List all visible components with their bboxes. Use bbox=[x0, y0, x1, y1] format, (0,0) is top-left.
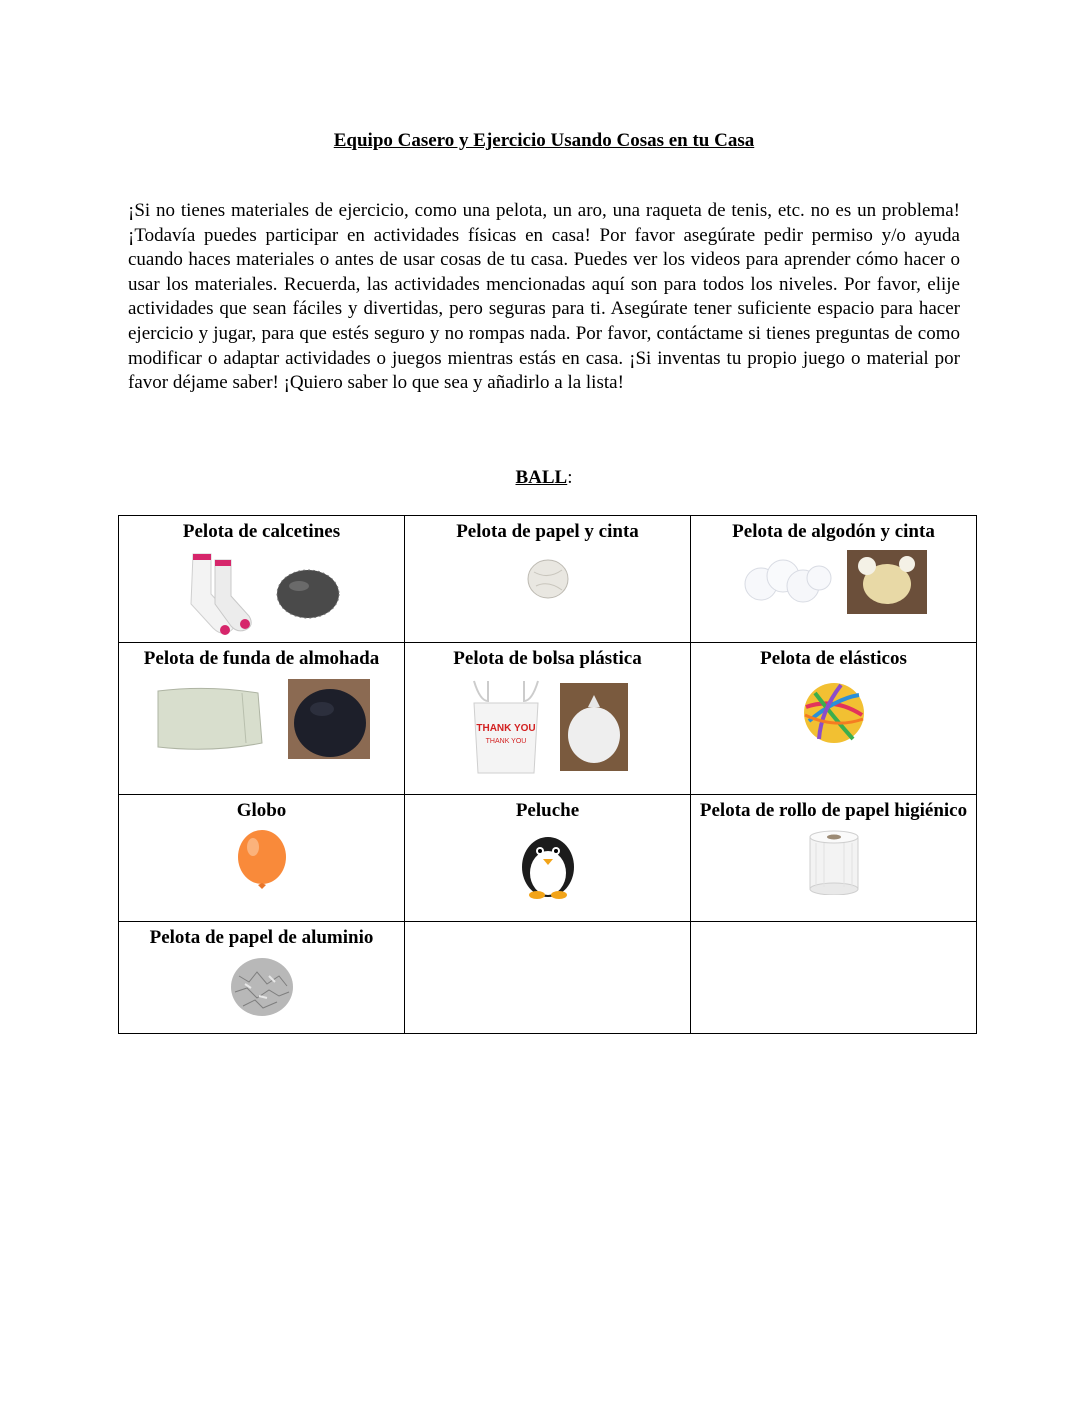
plastic-bag-ball-image bbox=[560, 683, 628, 771]
pillowcase-image bbox=[154, 685, 266, 753]
item-label: Pelota de algodón y cinta bbox=[732, 521, 935, 542]
page-title: Equipo Casero y Ejercicio Usando Cosas en tu Casa bbox=[333, 130, 755, 151]
svg-text:THANK YOU: THANK YOU bbox=[485, 738, 526, 745]
sock-ball-image bbox=[275, 566, 341, 622]
aluminum-foil-ball-image bbox=[229, 956, 295, 1018]
table-cell-foil-ball bbox=[119, 922, 405, 1034]
table-cell-cotton-tape-ball bbox=[691, 516, 977, 643]
table-cell-paper-tape-ball bbox=[405, 516, 691, 643]
table-cell-toilet-paper-ball bbox=[691, 795, 977, 922]
cotton-balls-image bbox=[741, 554, 833, 610]
section-heading: BALL: bbox=[515, 467, 573, 488]
balloon-image bbox=[235, 829, 289, 893]
item-label: Pelota de papel de aluminio bbox=[149, 927, 374, 948]
item-label: Pelota de elásticos bbox=[760, 648, 907, 669]
socks-image bbox=[183, 550, 255, 638]
item-label: Pelota de papel y cinta bbox=[456, 521, 639, 542]
item-label: Pelota de calcetines bbox=[182, 521, 341, 542]
intro-paragraph: ¡Si no tienes materiales de ejercicio, como una pelota, un aro, una raqueta de tenis, etc. no es un problema! ¡Todavía puedes participar en actividades físicas en casa! Por favor asegúrate pedir permiso y/o ayuda cuando haces materiales o antes de usar cosas de tu casa. Puedes ver los videos para aprender cómo hacer o usar los materiales. Recuerda, las actividades mencionadas aquí son para todos los niveles. Por favor, elije actividades que sean fáciles y divertidas, pero seguras para ti. Asegúrate tener suficiente espacio para hacer ejercicio y jugar, para que estés seguro y no rompas nada. Por favor, contáctame si tienes preguntas de como modificar o adaptar actividades o juegos mientras estás en casa. ¡Si inventas tu propio juego o material por favor déjame saber! ¡Quiero saber lo que sea y añadirlo a la lista! bbox=[128, 200, 960, 394]
item-label: Peluche bbox=[515, 800, 580, 821]
table-cell-empty bbox=[691, 922, 977, 1034]
rubber-band-ball-image bbox=[801, 681, 867, 745]
cotton-tape-ball-image bbox=[847, 550, 927, 614]
pillowcase-ball-image bbox=[288, 679, 370, 759]
table-cell-plastic-bag-ball bbox=[405, 643, 691, 795]
section-heading-text: BALL bbox=[515, 467, 568, 488]
item-label: Pelota de funda de almohada bbox=[143, 648, 380, 669]
table-cell-empty bbox=[405, 922, 691, 1034]
plastic-bag-image bbox=[468, 677, 544, 777]
table-cell-balloon bbox=[119, 795, 405, 922]
item-label: Pelota de rollo de papel higiénico bbox=[699, 800, 968, 821]
svg-text:THANK YOU: THANK YOU bbox=[475, 723, 536, 734]
table-cell-pillowcase-ball bbox=[119, 643, 405, 795]
item-label: Pelota de bolsa plástica bbox=[453, 648, 642, 669]
item-label: Globo bbox=[236, 800, 287, 821]
table-cell-sock-ball bbox=[119, 516, 405, 643]
paper-tape-ball-image bbox=[526, 558, 570, 600]
table-cell-plush bbox=[405, 795, 691, 922]
ball-materials-table bbox=[118, 515, 977, 1034]
table-cell-rubber-band-ball bbox=[691, 643, 977, 795]
penguin-plush-image bbox=[519, 829, 577, 899]
toilet-paper-roll-image bbox=[806, 829, 862, 895]
